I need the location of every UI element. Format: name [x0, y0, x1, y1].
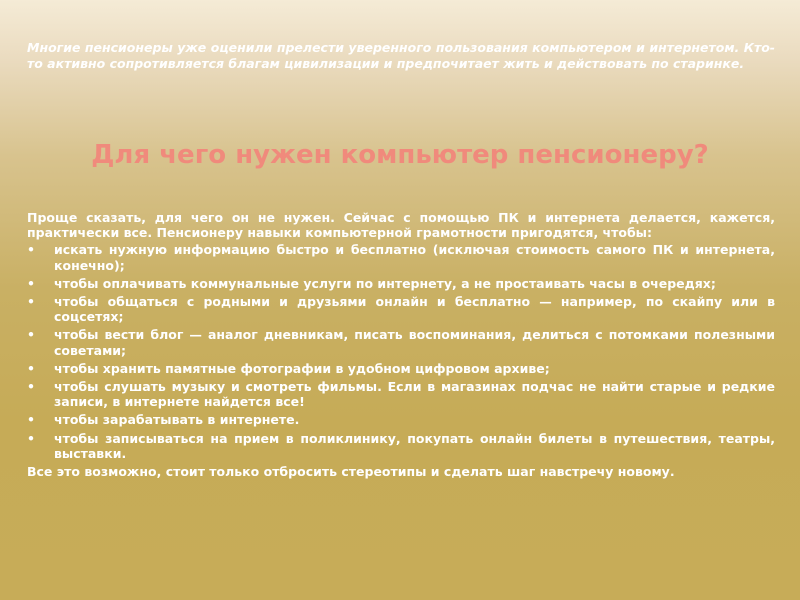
slide-title: Для чего нужен компьютер пенсионеру?: [91, 140, 709, 170]
bullet-icon: •: [27, 379, 35, 395]
bullet-icon: •: [27, 360, 35, 376]
bullet-icon: •: [27, 275, 35, 291]
lead-paragraph: Проще сказать, для чего он не нужен. Сейчас с помощью ПК и интернета делается, кажется, практически все. Пенсионеру навыки компьютерной грамотности пригодятся, чтобы:: [27, 210, 775, 241]
closing-paragraph: Все это возможно, стоит только отбросить стереотипы и сделать шаг навстречу новому.: [27, 464, 675, 480]
bullet-item: [27, 294, 775, 324]
bullet-text: искать нужную информацию быстро и бесплатно (исключая стоимость самого ПК и интернета, конечно);: [54, 242, 775, 273]
bullet-list: [27, 242, 775, 461]
bullet-text: чтобы слушать музыку и смотреть фильмы. Если в магазинах подчас не найти старые и редкие записи, в интернете найдется все!: [54, 379, 775, 410]
slide-body: [27, 210, 775, 479]
bullet-icon: •: [27, 294, 35, 310]
bullet-item: [27, 379, 775, 409]
bullet-icon: •: [27, 412, 35, 428]
bullet-item: [27, 412, 775, 427]
bullet-text: чтобы хранить памятные фотографии в удобном цифровом архиве;: [54, 360, 550, 376]
bullet-item: [27, 276, 775, 291]
intro-paragraph: Многие пенсионеры уже оценили прелести уверенного пользования компьютером и интернетом. Кто-то активно сопротивляется благам цивилизации и предпочитает жить и действовать по старинке.: [27, 40, 775, 71]
bullet-text: чтобы общаться с родными и друзьями онлайн и бесплатно — например, по скайпу или в соцсетях;: [54, 294, 775, 325]
bullet-icon: •: [27, 242, 35, 258]
bullet-item: [27, 361, 775, 376]
bullet-text: чтобы записываться на прием в поликлинику, покупать онлайн билеты в путешествия, театры, выставки.: [54, 430, 775, 461]
bullet-text: чтобы оплачивать коммунальные услуги по интернету, а не простаивать часы в очередях;: [54, 275, 716, 291]
bullet-item: [27, 327, 775, 357]
bullet-text: чтобы вести блог — аналог дневникам, писать воспоминания, делиться с потомками полезными советами;: [54, 327, 775, 358]
bullet-item: [27, 242, 775, 272]
bullet-icon: •: [27, 430, 35, 446]
bullet-item: [27, 431, 775, 461]
bullet-text: чтобы зарабатывать в интернете.: [54, 412, 300, 428]
bullet-icon: •: [27, 327, 35, 343]
